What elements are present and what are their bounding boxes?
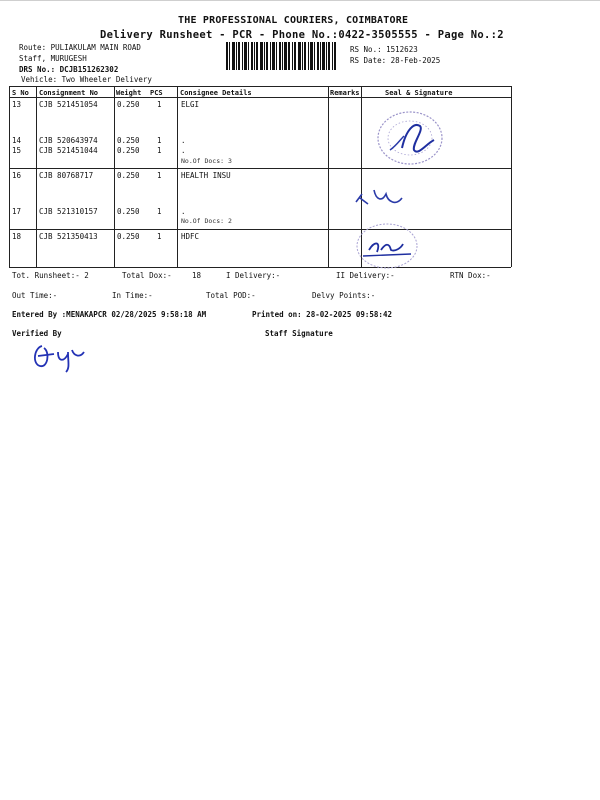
i-delivery: I Delivery:- [226,271,281,280]
row-weight: 0.250 [117,146,140,155]
row-consignment: CJB 521310157 [39,207,98,216]
row-pcs: 1 [157,100,162,109]
route-text: Route: PULIAKULAM MAIN ROAD [19,43,141,52]
col-header-seal: Seal & Signature [385,89,453,97]
table-top-rule [9,86,511,87]
row-details: . [181,207,186,216]
col-header-pcs: PCS [150,89,163,97]
top-rule [0,0,600,1]
row-details: HDFC [181,232,200,241]
col-rule [114,86,115,267]
col-header-weight: Weight [116,89,142,97]
row-details: HEALTH INSU [181,171,231,180]
ii-delivery: II Delivery:- [336,271,395,280]
row-consignment: CJB 80768717 [39,171,94,180]
verifier-signature-icon [28,338,88,376]
row-sno: 15 [12,146,22,155]
verified-by-label: Verified By [12,329,62,338]
col-rule [511,86,512,267]
rs-number: RS No.: 1512623 [350,45,418,54]
runsheet-title: Delivery Runsheet - PCR - Phone No.:0422-3505555 - Page No.:2 [100,29,504,41]
vehicle-text: Vehicle: Two Wheeler Delivery [21,75,152,84]
col-header-consignee: Consignee Details [180,89,252,97]
seal-stamp-icon [362,100,452,170]
col-rule [177,86,178,267]
table-bottom-rule [9,267,511,268]
company-title: THE PROFESSIONAL COURIERS, COIMBATORE [178,15,409,26]
seal-stamp-icon [345,222,435,272]
col-rule [9,86,10,267]
tot-runsheet: Tot. Runsheet:- 2 [12,271,89,280]
row-pcs: 1 [157,232,162,241]
docs-count-note: No.Of Docs: 3 [181,157,232,165]
total-pod: Total POD:- [206,291,256,300]
staff-text: Staff, MURUGESH [19,54,87,63]
signature-mark-icon [352,180,412,214]
row-consignment: CJB 521451054 [39,100,98,109]
row-details: ELGI [181,100,200,109]
row-weight: 0.250 [117,136,140,145]
col-rule [328,86,329,267]
printed-on: Printed on: 28-02-2025 09:58:42 [252,310,392,319]
out-time: Out Time:- [12,291,58,300]
row-sno: 18 [12,232,22,241]
delvy-points: Delvy Points:- [312,291,376,300]
entered-by: Entered By :MENAKAPCR 02/28/2025 9:58:18 AM [12,310,207,319]
col-header-remarks: Remarks [330,89,360,97]
barcode-icon [226,42,336,70]
row-weight: 0.250 [117,171,140,180]
row-weight: 0.250 [117,100,140,109]
rs-date: RS Date: 28-Feb-2025 [350,56,441,65]
in-time: In Time:- [112,291,153,300]
row-sno: 17 [12,207,22,216]
col-header-consignment: Consignment No [39,89,99,97]
total-dox-label: Total Dox:- [122,271,172,280]
total-dox-value: 18 [192,271,202,280]
row-consignment: CJB 521350413 [39,232,98,241]
col-header-sno: S No [12,89,29,97]
row-sno: 16 [12,171,22,180]
row-weight: 0.250 [117,232,140,241]
drs-number: DRS No.: DCJB151262302 [19,65,119,74]
row-pcs: 1 [157,136,162,145]
row-sno: 14 [12,136,22,145]
row-consignment: CJB 521451044 [39,146,98,155]
row-pcs: 1 [157,207,162,216]
row-consignment: CJB 520643974 [39,136,98,145]
docs-count-note: No.Of Docs: 2 [181,217,232,225]
row-pcs: 1 [157,171,162,180]
row-details: . [181,136,186,145]
row-details: . [181,146,186,155]
table-header-rule [9,97,511,98]
row-sno: 13 [12,100,22,109]
staff-signature-label: Staff Signature [265,329,333,338]
row-pcs: 1 [157,146,162,155]
row-weight: 0.250 [117,207,140,216]
row-divider [9,229,511,230]
rtn-dox: RTN Dox:- [450,271,491,280]
col-rule [36,86,37,267]
